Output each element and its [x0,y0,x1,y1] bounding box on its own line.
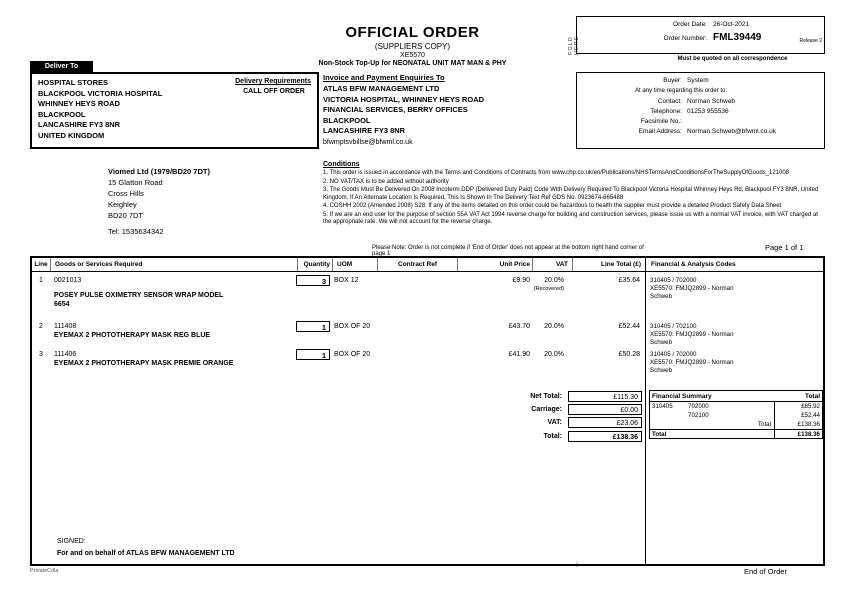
telephone-value: 01253 955536 [687,108,729,115]
invoice-to-line: ATLAS BFW MANAGEMENT LTD [323,84,440,93]
condition-item: 5. If we are an end user for the purpose of section 55A VAT Act 1994 reverse charge for building and construction services, please issue us with a normal VAT invoice, with VAT charged at the appropriate rate. We will not account for the reverse charge. [323,211,818,225]
buyer-label: Buyer: [663,77,682,84]
release-label: Release 2 [799,38,822,44]
invoice-to-line: BLACKPOOL [323,115,371,125]
deliver-to-box [30,72,319,149]
summary-amount: £52.44 [774,411,822,420]
row-unit-price: £41.90 [508,351,530,358]
col-header-unit-price: Unit Price [457,258,532,271]
telephone-label: Telephone: [650,108,682,115]
condition-item: 4. COSHH 2002 (Amended 2008) S28: If any of the items detailed on this order could be hazardous to health the supplier must provide a detailed Product Safety Data Sheet [323,203,782,209]
col-header-contract-ref: Contract Ref [377,258,457,271]
signed-behalf: For and on behalf of ATLAS BFW MANAGEMENT LTD [57,550,235,557]
financial-summary-row [650,411,822,420]
summary-cost-centre: 310405 [652,403,673,410]
supplier-address-line: 15 Glatton Road [108,178,163,187]
summary-amount: £138.36 [774,420,822,429]
financial-summary-total-row [650,429,822,438]
col-header-quantity: Quantity [297,258,332,271]
summary-code: 702100 [688,412,709,419]
page-title: OFFICIAL ORDER [345,24,480,41]
row-financial-code: 310405 / 702000 [650,277,697,284]
invoice-to-line: VICTORIA HOSPITAL, WHINNEY HEYS ROAD [323,94,484,104]
supplier-address-line: Cross Hills [108,189,144,198]
row-quantity: 1 [296,349,330,360]
signed-label: SIGNED: [57,538,86,545]
deliver-to-address [38,78,162,141]
row-vat: 20.0% [544,323,564,330]
title-block [290,24,535,67]
col-header-goods: Goods or Services Required [50,258,297,271]
net-total-value: £115.30 [568,391,642,402]
fold-mark: ⁞ [576,562,578,569]
order-code: XE5570 [400,52,425,59]
invoice-to-line: FINANCIAL SERVICES, BERRY OFFICES [323,105,468,114]
row-vat: 20.0% [544,351,564,358]
supplier-block [108,166,210,237]
row-item-code: 111406 [54,351,77,358]
buyer-note: At any time regarding this order to: [635,88,728,94]
row-line-total: £52.44 [618,323,640,330]
row-financial-code: Schweb [650,293,673,300]
fold-here-marker: FOLD HERE [568,35,580,55]
order-date-value: 26-Oct-2021 [713,21,750,28]
row-uom: BOX OF 20 [334,351,371,358]
invoice-to-email: bfwmptsvbillse@bfwml.co.uk [323,138,413,146]
deliver-to-line: WHINNEY HEYS ROAD [38,99,120,108]
row-vat: 20.0% [544,277,564,284]
summary-total-label: Total [652,430,667,438]
order-number-label: Order Number: [663,35,707,42]
row-financial-code: XE5570: FMJQ2899 - Norman [650,285,734,292]
row-financial-code: XE5570: FMJQ2899 - Norman [650,331,734,338]
row-line-number: 3 [39,351,43,358]
row-uom: BOX 12 [334,277,359,284]
invoice-to-heading: Invoice and Payment Enquiries To [323,73,445,82]
row-unit-price: £9.90 [512,277,530,284]
fax-label: Facsimile No.: [640,118,682,125]
end-of-order-label: End of Order [744,567,787,576]
summary-code: Total [757,421,771,428]
row-financial-code: XE5570: FMJQ2899 - Norman [650,359,734,366]
completion-note: Please Note: Order is not complete if 'End of Order' does not appear at the bottom right hand corner of page 1 [372,245,644,257]
condition-item: 1. This order is issued in accordance with the Terms and Conditions of Contracts from www.chp.co.uk/en/Publications/NHSTermsAndConditionsForTheSupplyOfGoods_121008 [323,170,790,176]
condition-item: 2. NO VAT/TAX is to be added without authority [323,178,449,185]
order-number-value: FML39449 [713,32,762,43]
supplier-address-line: BD20 7DT [108,211,144,220]
row-quantity: 1 [296,321,330,332]
col-header-uom: UOM [332,258,377,271]
vat-total-value: £23.06 [568,417,642,428]
vat-total-label: VAT: [547,419,562,426]
buyer-value: System [687,77,709,84]
row-item-description: EYEMAX 2 PHOTOTHERAPY MASK REG BLUE [54,332,211,339]
col-header-line: Line [34,261,48,268]
row-item-code: 111408 [54,323,77,330]
order-info-box [576,16,825,54]
delivery-requirements-label: Delivery Requirements [235,78,311,85]
email-value: Norman.Schweb@bfwml.co.uk [687,128,776,135]
financial-summary-title: Financial Summary [652,392,712,400]
row-line-number: 1 [39,277,43,284]
financial-summary-row [650,420,822,429]
col-header-line-total: Line Total (£) [572,258,645,271]
row-item-description: POSEY PULSE OXIMETRY SENSOR WRAP MODEL [54,292,224,299]
order-date-label: Order Date: [673,21,707,28]
contact-label: Contact: [657,98,682,105]
copy-type: (SUPPLIERS COPY) [374,42,451,51]
row-unit-price: £43.70 [508,323,530,330]
deliver-to-line: BLACKPOOL [38,109,86,119]
invoice-to-block [323,73,523,146]
row-vat-note: (Recovered) [533,286,564,292]
deliver-to-label: Deliver To [30,61,93,72]
row-financial-code: 310405 / 702000 [650,351,697,358]
row-line-total: £50.28 [618,351,640,358]
delivery-requirements [235,78,311,95]
supplier-address-line: Keighley [108,200,137,209]
row-financial-code: 310405 / 702100 [650,323,697,330]
financial-summary-total-header: Total [804,392,820,400]
email-label: Email Address: [638,128,682,135]
row-item-code: 0021013 [54,277,82,284]
row-line-number: 2 [39,323,43,330]
summary-code: 702000 [688,403,709,410]
row-item-description-2: 6654 [54,301,70,308]
deliver-to-line: HOSPITAL STORES [38,78,109,87]
financial-summary-row [650,402,822,411]
page-number: Page 1 of 1 [765,243,804,252]
order-table [30,256,825,566]
deliver-to-line: UNITED KINGDOM [38,130,105,140]
conditions-block [323,161,825,227]
table-header-row [32,258,823,272]
financial-column-divider [645,258,646,564]
financial-summary-box [649,390,823,439]
invoice-to-line: LANCASHIRE FY3 8NR [323,126,406,135]
grand-total-value: £138.36 [568,431,642,442]
order-subtitle: Non-Stock Top-Up for NEONATAL UNIT MAT MAN & PHY [318,60,507,67]
row-quantity: 3 [296,275,330,286]
summary-amount: £85.92 [774,402,822,411]
col-header-financial-codes: Financial & Analysis Codes [645,258,823,271]
buyer-contact-box [576,72,825,149]
delivery-requirements-value: CALL OFF ORDER [243,88,305,95]
col-header-vat: VAT [532,258,572,271]
row-financial-code: Schweb [650,339,673,346]
conditions-heading: Conditions [323,161,360,168]
grand-total-label: Total: [543,433,562,440]
row-financial-code: Schweb [650,367,673,374]
supplier-name: Viomed Ltd (1979/BD20 7DT) [108,167,210,176]
summary-grand-total: £138.36 [774,430,822,438]
carriage-label: Carriage: [531,406,562,413]
deliver-to-line: BLACKPOOL VICTORIA HOSPITAL [38,88,163,98]
condition-item: 3. The Goods Must Be Delivered On 2008 Incoterm DDP (Delivered Duty Paid) Code With Delivery Required To Blackpool Victoria Hospital Whinney Heys Rd, Blackpool FY3 8NR, United Kingdom. If An Alternate Location Is Required, This Is Shown In The Delivery Text Ref GDS No. 0923674-665488 [323,187,819,201]
supplier-telephone: Tel: 1535634342 [108,227,164,236]
contact-value: Norman Schweb [687,98,736,105]
row-uom: BOX OF 20 [334,323,371,330]
quote-note: Must be quoted on all correspondence [677,56,788,62]
row-item-description: EYEMAX 2 PHOTOTHERAPY MASK PREMIE ORANGE [54,360,234,367]
carriage-value: £0.00 [568,404,642,415]
deliver-to-line: LANCASHIRE FY3 8NR [38,120,121,129]
footer-reference: PrivateCdla [30,568,59,574]
net-total-label: Net Total: [530,393,562,400]
row-line-total: £35.64 [618,277,640,284]
